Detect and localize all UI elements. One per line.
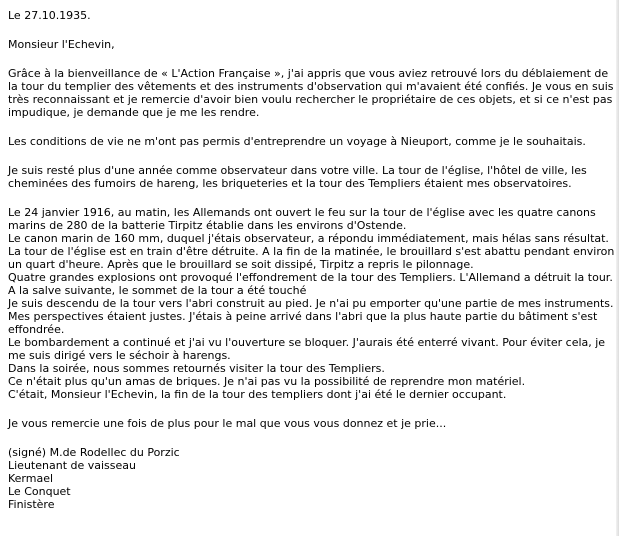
paragraph-4-line: Le canon marin de 160 mm, duquel j'étais observateur, a répondu immédiatement, mais hélas sans résultat. bbox=[8, 232, 609, 245]
paragraph-1-line: Grâce à la bienveillance de « L'Action Française », j'ai appris que vous aviez retrouvé lors du déblaiement de bbox=[8, 67, 609, 80]
signature-line: Le Conquet bbox=[8, 485, 71, 498]
paragraph-5-line: Je vous remercie une fois de plus pour le mal que vous vous donnez et je prie... bbox=[8, 417, 447, 430]
paragraph-1-line: la tour du templier des vêtements et des instruments d'observation qui m'avaient été confiés. Je vous en suis bbox=[8, 80, 614, 93]
paragraph-4-line: A la salve suivante, le sommet de la tour a été touché bbox=[8, 284, 307, 297]
paragraph-4-line: Mes perspectives étaient justes. J'étais à peine arrivé dans l'abri que la plus haute partie du bâtiment s'est bbox=[8, 310, 598, 323]
paragraph-4-line: Je suis descendu de la tour vers l'abri construit au pied. Je n'ai pu emporter qu'une partie de mes instruments. bbox=[8, 297, 614, 310]
paragraph-4-line: Ce n'était plus qu'un amas de briques. Je n'ai pas vu la possibilité de reprendre mon matériel. bbox=[8, 375, 526, 388]
paragraph-4-line: me suis dirigé vers le séchoir à harengs. bbox=[8, 349, 231, 362]
paragraph-4-line: un quart d'heure. Après que le brouillard se soit dissipé, Tirpitz a repris le pilonnage. bbox=[8, 258, 474, 271]
paragraph-4-line: effondrée. bbox=[8, 323, 65, 336]
paragraph-4-line: marins de 280 de la batterie Tirpitz établie dans les environs d'Ostende. bbox=[8, 219, 407, 232]
paragraph-2-line: Les conditions de vie ne m'ont pas permis d'entreprendre un voyage à Nieuport, comme je le souhaitais. bbox=[8, 135, 586, 148]
paragraph-3-line: cheminées des fumoirs de hareng, les briqueteries et la tour des Templiers étaient mes observatoires. bbox=[8, 177, 572, 190]
paragraph-4-line: Le bombardement a continué et j'ai vu l'ouverture se bloquer. J'aurais été enterré vivant. Pour éviter cela, je bbox=[8, 336, 606, 349]
signature-line: Finistère bbox=[8, 498, 55, 511]
paragraph-3-line: Je suis resté plus d'une année comme observateur dans votre ville. La tour de l'église, l'hôtel de ville, les bbox=[8, 164, 587, 177]
signature-line: Kermael bbox=[8, 472, 54, 485]
letter-salutation: Monsieur l'Echevin, bbox=[8, 38, 115, 51]
paragraph-4-line: La tour de l'église est en train d'être détruite. A la fin de la matinée, le brouillard s'est abattu pendant environ bbox=[8, 245, 615, 258]
paragraph-4-line: Le 24 janvier 1916, au matin, les Allemands ont ouvert le feu sur la tour de l'église avec les quatre canons bbox=[8, 206, 596, 219]
paragraph-4-line: Quatre grandes explosions ont provoqué l'effondrement de la tour des Templiers. L'Allemand a détruit la tour. bbox=[8, 271, 613, 284]
signature-line: Lieutenant de vaisseau bbox=[8, 459, 136, 472]
paragraph-4-line: Dans la soirée, nous sommes retournés visiter la tour des Templiers. bbox=[8, 362, 385, 375]
paragraph-1-line: très reconnaissant et je remercie d'avoir bien voulu rechercher le propriétaire de ces objets, et si ce n'est pas bbox=[8, 93, 613, 106]
paragraph-4-line: C'était, Monsieur l'Echevin, la fin de la tour des templiers dont j'ai été le dernier occupant. bbox=[8, 388, 507, 401]
paragraph-1-line: impudique, je demande que je me les rendre. bbox=[8, 106, 260, 119]
letter-date: Le 27.10.1935. bbox=[8, 9, 91, 22]
signature-line: (signé) M.de Rodellec du Porzic bbox=[8, 446, 180, 459]
